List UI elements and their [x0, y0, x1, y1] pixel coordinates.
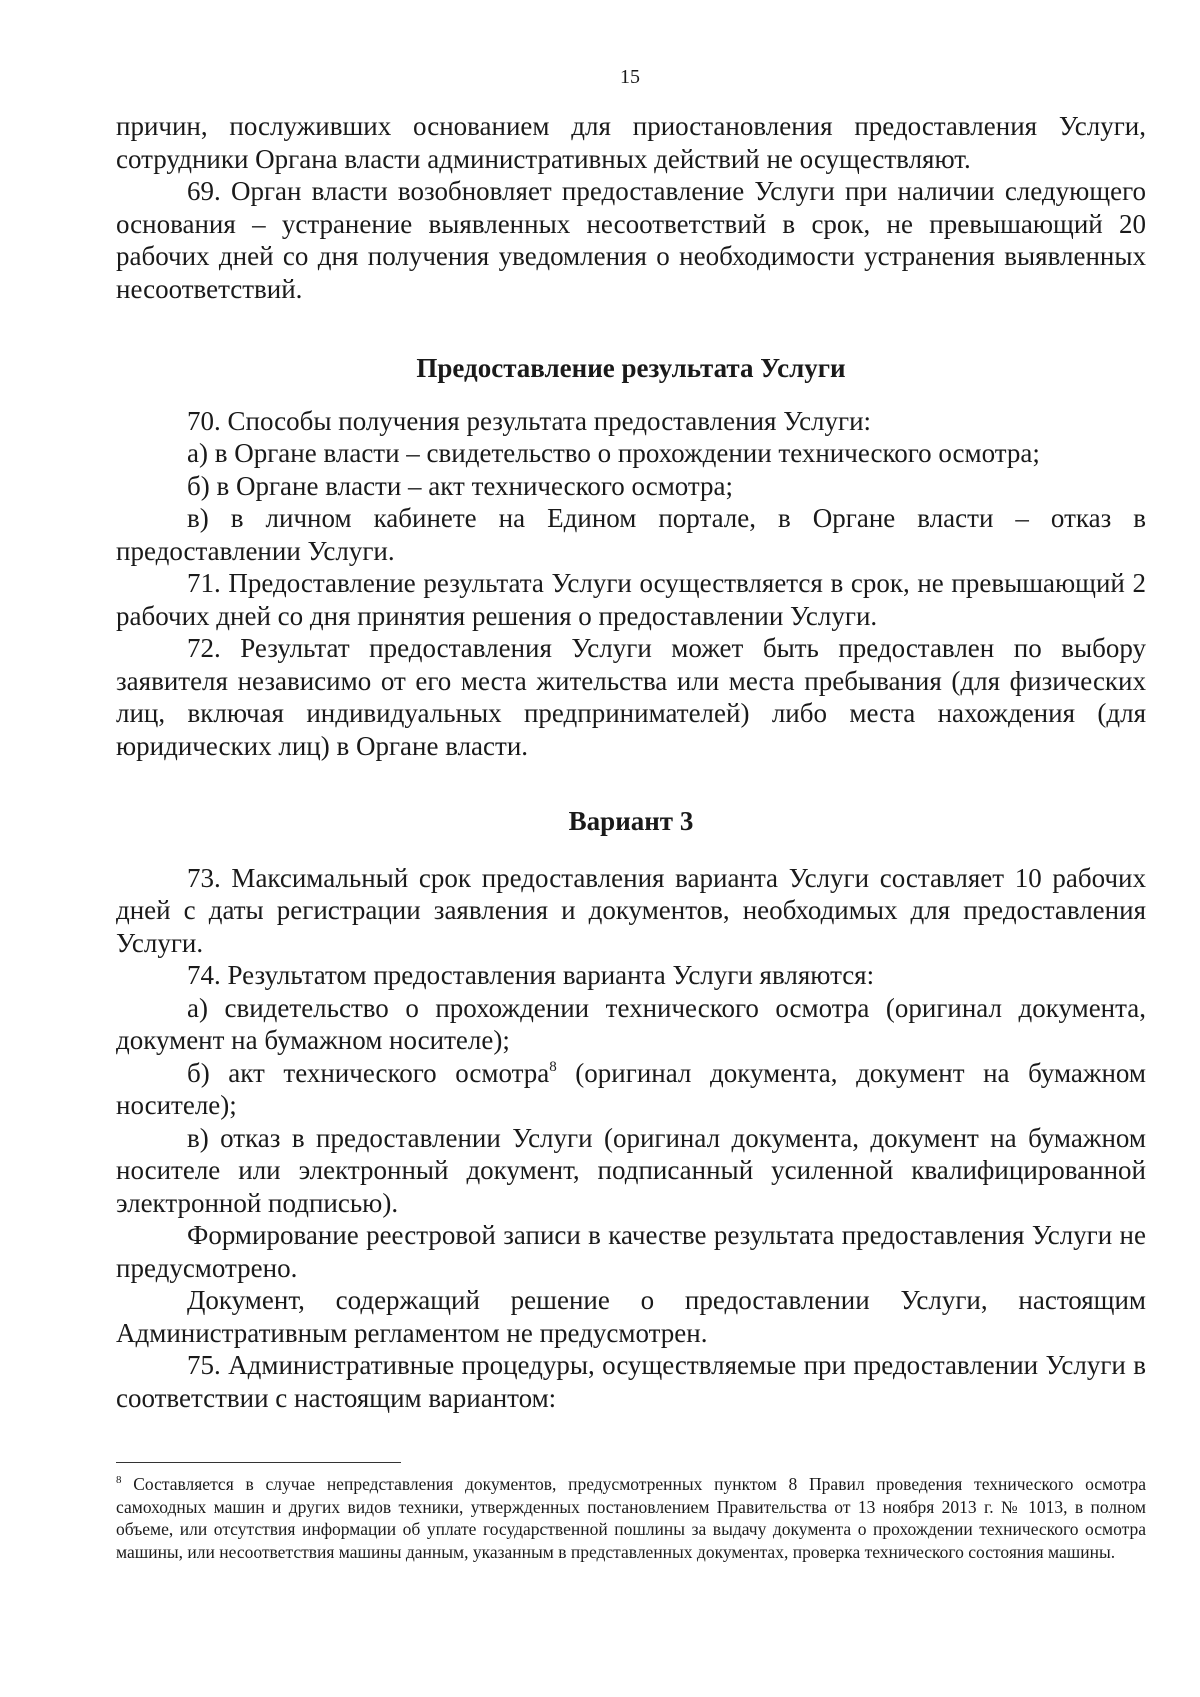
paragraph-74-c: в) отказ в предоставлении Услуги (оригинал документа, документ на бумажном носителе или электронный документ, подписанный усиленной квалифицированной электронной подписью).: [116, 1122, 1146, 1218]
paragraph-71: 71. Предоставление результата Услуги осуществляется в срок, не превышающий 2 рабочих дней со дня принятия решения о предоставлении Услуги.: [116, 568, 1146, 631]
paragraph-75: 75. Административные процедуры, осуществляемые при предоставлении Услуги в соответствии с настоящим вариантом:: [116, 1350, 1146, 1413]
paragraph-74-b-end: (оригинал документа, документ на бумажном носителе);: [116, 1057, 1147, 1120]
paragraph-74-a: а) свидетельство о прохождении технического осмотра (оригинал документа, документ на бумажном носителе);: [116, 992, 1146, 1055]
paragraph-70: 70. Способы получения результата предоставления Услуги:: [187, 405, 872, 436]
footnote-text: Составляется в случае непредставления документов, предусмотренных пунктом 8 Правил проведения технического осмотра самоходных машин и других видов техники, утвержденных постановлением Правительства от 13 ноября 2013 г. № 1013, в полном объеме, или отсутствия информации об уплате государственной пошлины за выдачу документа о прохождении технического осмотра машины, или несоответствия машины данным, указанным в представленных документах, проверка технического состояния машины.: [116, 1474, 1146, 1562]
footnote-separator: [116, 1462, 401, 1463]
paragraph-69: 69. Орган власти возобновляет предоставление Услуги при наличии следующего основания – устранение выявленных несоответствий в срок, не превышающий 20 рабочих дней со дня получения уведомления о необходимости устранения выявленных несоответствий.: [116, 176, 1146, 304]
paragraph-74-d: Формирование реестровой записи в качестве результата предоставления Услуги не предусмотрено.: [116, 1220, 1146, 1283]
page-number: 15: [620, 66, 640, 88]
section-heading-result: Предоставление результата Услуги: [416, 353, 846, 383]
paragraph-continuation: причин, послуживших основанием для приостановления предоставления Услуги, сотрудники Органа власти административных действий не осуществляют.: [116, 111, 1146, 174]
paragraph-70-c: в) в личном кабинете на Едином портале, в Органе власти – отказ в предоставлении Услуги.: [116, 503, 1146, 566]
document-body: [116, 110, 1146, 1414]
paragraph-70-b: б) в Органе власти – акт технического осмотра;: [187, 470, 734, 501]
section-heading-variant-3: Вариант 3: [568, 806, 694, 836]
paragraph-72: 72. Результат предоставления Услуги может быть предоставлен по выбору заявителя независимо от его места жительства или места пребывания (для физических лиц, включая индивидуальных предпринимателей) либо места нахождения (для юридических лиц) в Органе власти.: [116, 633, 1146, 761]
paragraph-74-b: [116, 1057, 1146, 1122]
footnote-8: [116, 1473, 1146, 1563]
footnote-reference[interactable]: 8: [549, 1058, 557, 1075]
footnote-marker: 8: [116, 1474, 122, 1486]
paragraph-74: 74. Результатом предоставления варианта Услуги являются:: [187, 960, 875, 990]
paragraph-73: 73. Максимальный срок предоставления варианта Услуги составляет 10 рабочих дней с даты регистрации заявления и документов, необходимых для предоставления Услуги.: [116, 862, 1146, 958]
paragraph-74-b-start: б) акт технического осмотра: [187, 1057, 550, 1088]
paragraph-74-e: Документ, содержащий решение о предоставлении Услуги, настоящим Административным регламентом не предусмотрен.: [116, 1285, 1146, 1348]
paragraph-70-a: а) в Органе власти – свидетельство о прохождении технического осмотра;: [187, 438, 1040, 468]
